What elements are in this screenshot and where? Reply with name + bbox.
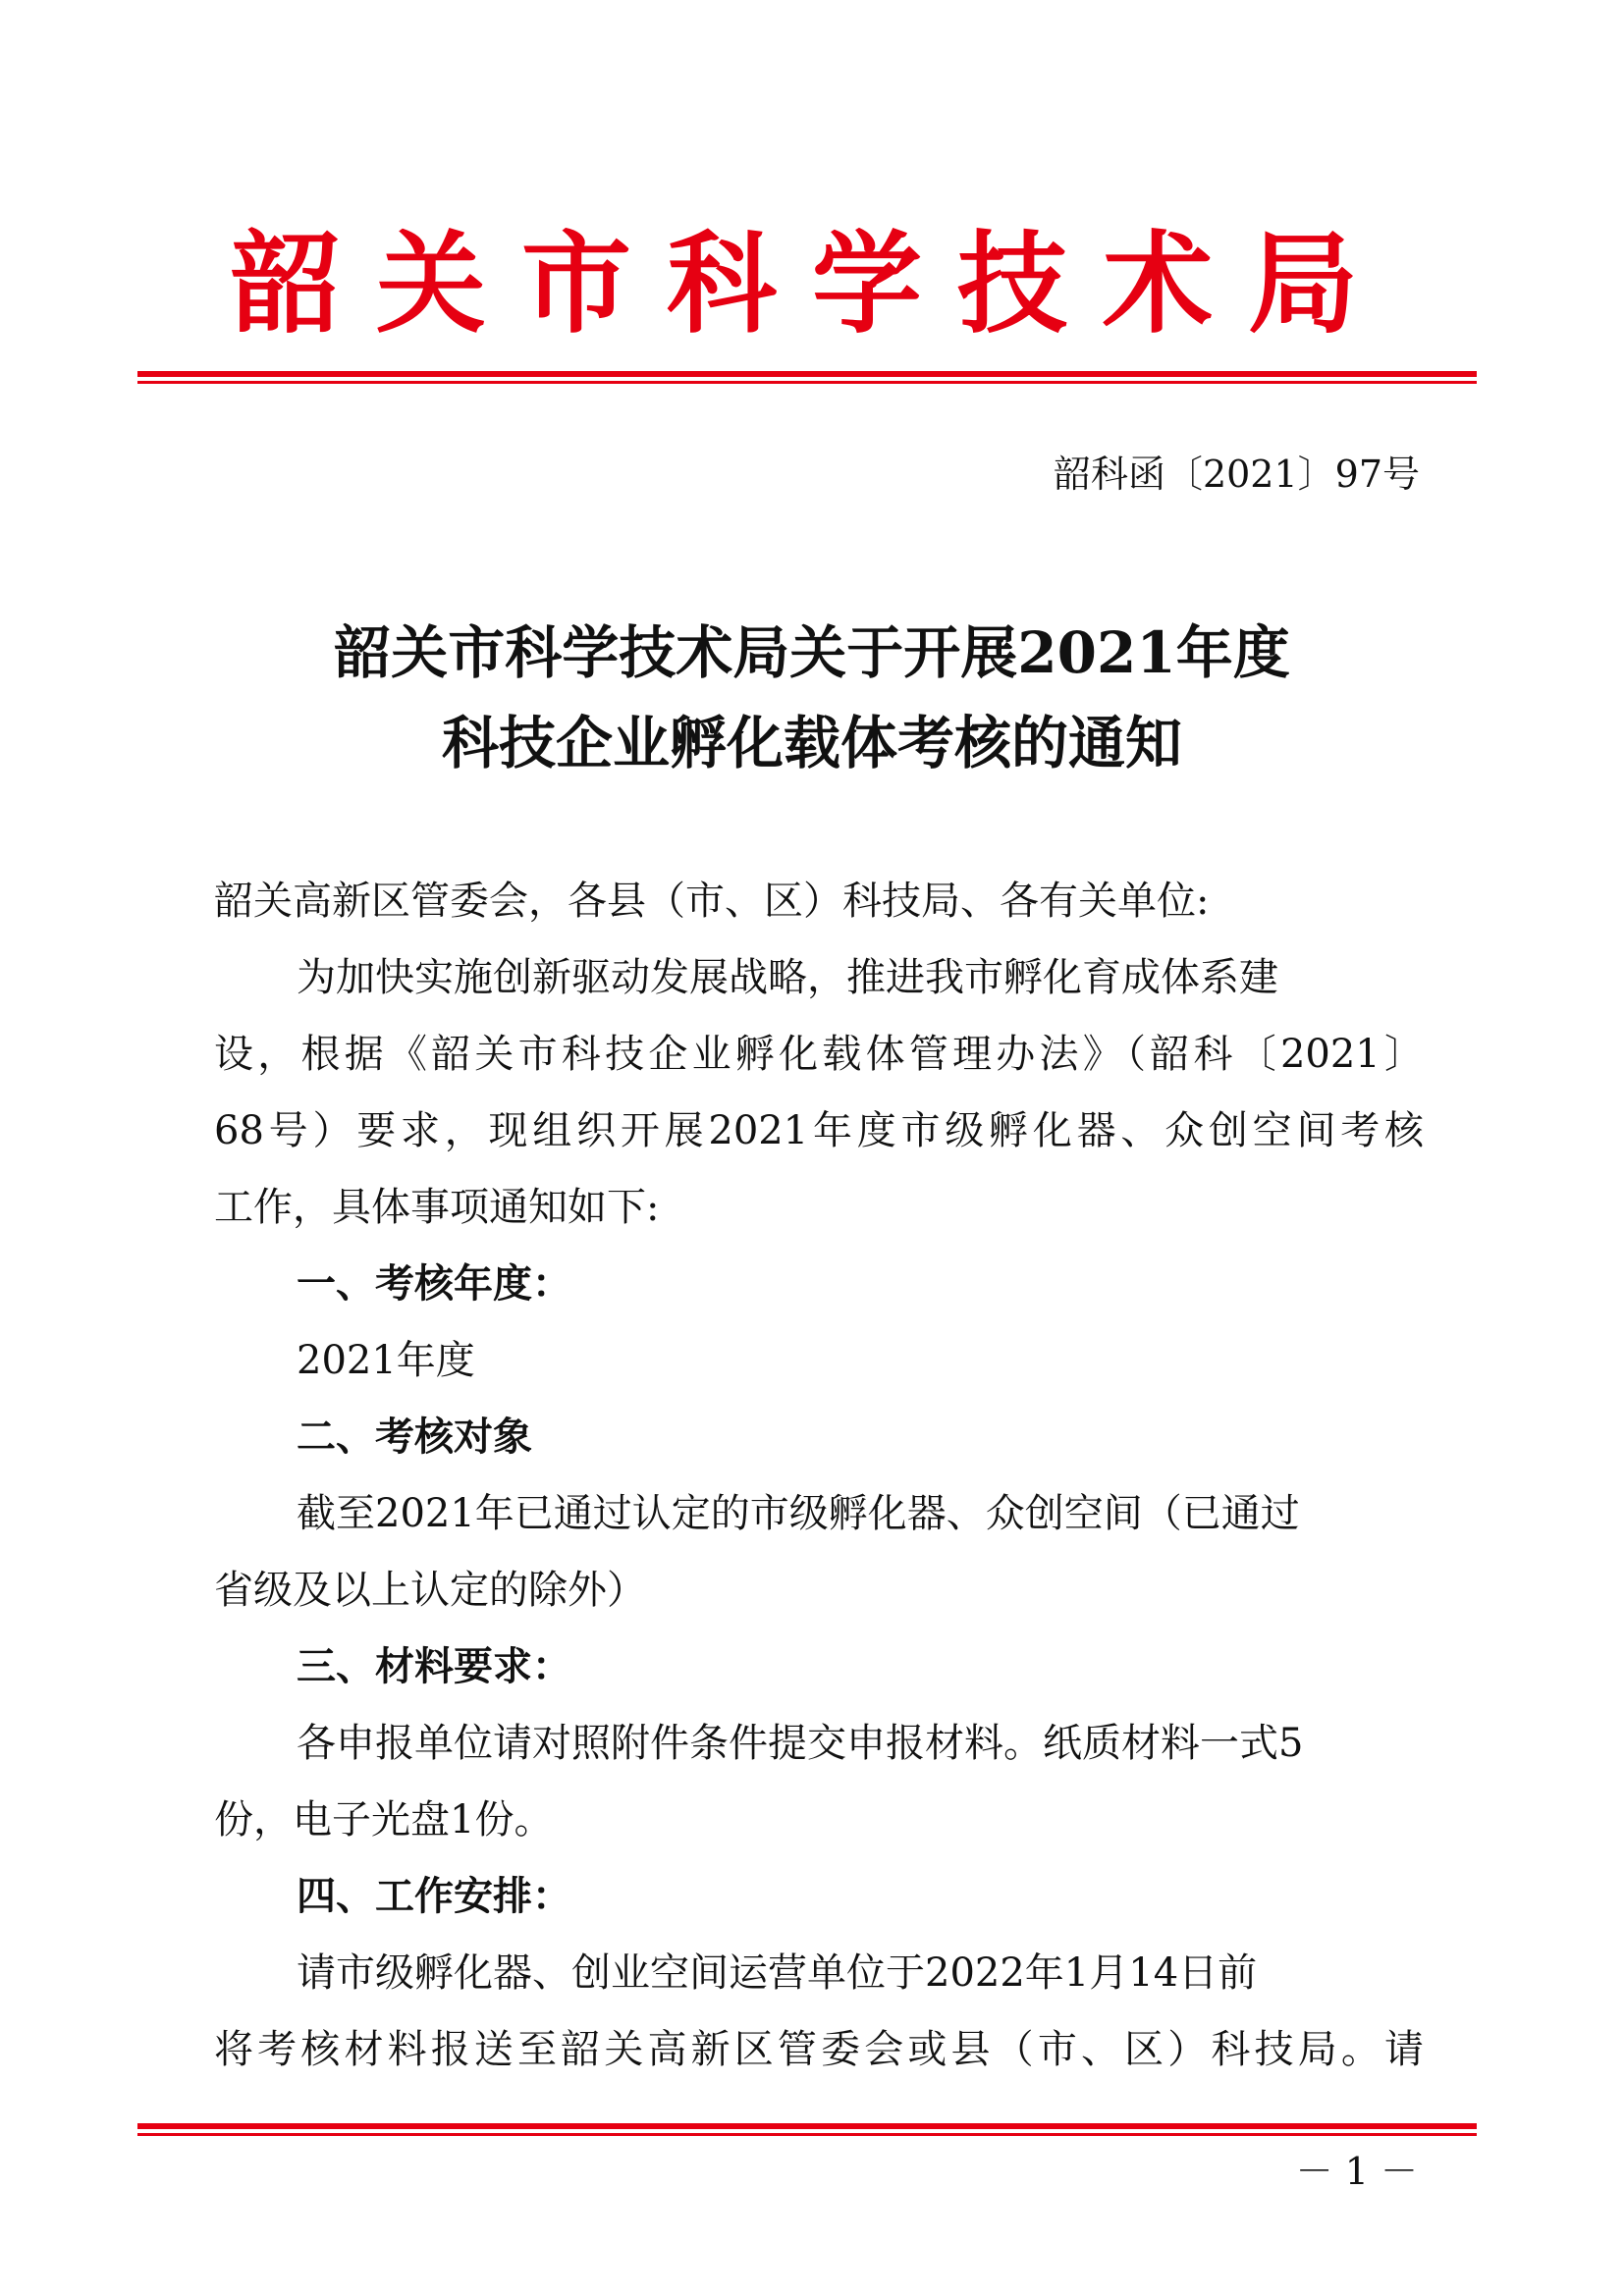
section-heading: 二、考核对象 bbox=[297, 1415, 532, 1460]
footer-red-rule bbox=[137, 2123, 1477, 2136]
paragraph-line: 设，根据《韶关市科技企业孵化载体管理办法》（韶科〔2021〕 bbox=[214, 1032, 1424, 1077]
paragraph-line: 截至2021年已通过认定的市级孵化器、众创空间（已通过 bbox=[297, 1491, 1300, 1536]
paragraph-line: 份，电子光盘1份。 bbox=[214, 1797, 554, 1842]
paragraph-line: 2021年度 bbox=[297, 1338, 475, 1383]
letterhead-red-rule bbox=[137, 371, 1477, 384]
paragraph-line: 工作，具体事项通知如下: bbox=[214, 1185, 660, 1230]
document-title-line-1: 韶关市科学技术局关于开展2021年度 bbox=[334, 619, 1290, 686]
paragraph-line: 各申报单位请对照附件条件提交申报材料。纸质材料一式5 bbox=[297, 1721, 1304, 1766]
paragraph-line: 将考核材料报送至韶关高新区管委会或县（市、区）科技局。请 bbox=[214, 2027, 1424, 2072]
section-heading: 一、考核年度： bbox=[297, 1261, 571, 1307]
section-heading: 四、工作安排： bbox=[297, 1874, 571, 1919]
letterhead-title: 韶关市科学技术局 bbox=[231, 221, 1393, 348]
document-title-line-2: 科技企业孵化载体考核的通知 bbox=[441, 710, 1182, 776]
document-number: 韶科函〔2021〕97号 bbox=[1053, 453, 1420, 496]
page-number: － 1 － bbox=[1295, 2150, 1418, 2193]
salutation: 韶关高新区管委会，各县（市、区）科技局、各有关单位: bbox=[214, 879, 1210, 924]
paragraph-line: 68号）要求，现组织开展2021年度市级孵化器、众创空间考核 bbox=[214, 1108, 1424, 1153]
paragraph-line: 为加快实施创新驱动发展战略，推进我市孵化育成体系建 bbox=[297, 955, 1278, 1000]
section-heading: 三、材料要求： bbox=[297, 1644, 571, 1689]
paragraph-line: 省级及以上认定的除外） bbox=[214, 1568, 646, 1613]
paragraph-line: 请市级孵化器、创业空间运营单位于2022年1月14日前 bbox=[297, 1950, 1258, 1996]
